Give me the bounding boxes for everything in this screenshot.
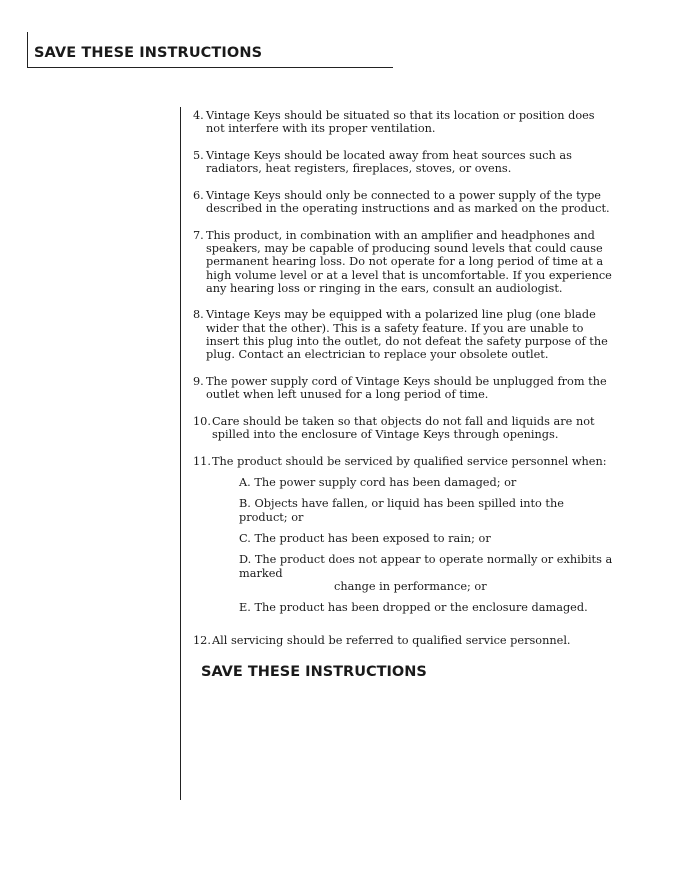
item-text: Vintage Keys may be equipped with a polarized line plug (one blade wider that the other). This is a safety feature. If you are unable to insert this plug into the outlet, do not defeat the safety purpose of the plug. Contact an electrician to replace your obsolete outlet. <box>206 308 608 362</box>
instruction-item-5 <box>193 149 613 176</box>
instruction-item-11 <box>193 455 613 615</box>
sub-letter: A. <box>239 476 251 490</box>
sub-text: The product has been exposed to rain; or <box>254 531 491 545</box>
item-text: This product, in combination with an amplifier and headphones and speakers, may be capable of producing sound levels that could cause permanent hearing loss. Do not operate for a long period of time at a high volume level or at a level that is uncomfortable. If you experience any hearing loss or ringing in the ears, consult an audiologist. <box>206 228 612 295</box>
item-text: Vintage Keys should be situated so that its location or position does not interfere with its proper ventilation. <box>206 109 595 136</box>
header-rule-vertical <box>27 32 28 68</box>
item-text: The product should be serviced by qualified service personnel when: <box>212 454 607 468</box>
instruction-item-4 <box>193 109 613 136</box>
header-rule-horizontal <box>27 67 393 68</box>
footer-title: SAVE THESE INSTRUCTIONS <box>201 663 427 680</box>
item-number: 7. <box>193 228 204 242</box>
item-text: The power supply cord of Vintage Keys should be unplugged from the outlet when left unused for a long period of time. <box>206 374 607 402</box>
item-number: 5. <box>193 148 204 162</box>
item-text: All servicing should be referred to qualified service personnel. <box>212 634 571 648</box>
item-number: 6. <box>193 188 204 202</box>
service-condition-e <box>239 601 613 614</box>
instruction-item-8 <box>193 308 613 361</box>
column-rule <box>180 107 181 800</box>
service-condition-a <box>239 476 613 489</box>
item-text: Vintage Keys should only be connected to a power supply of the type described in the operating instructions and as marked on the product. <box>206 188 610 216</box>
item-text: Vintage Keys should be located away from heat sources such as radiators, heat registers, fireplaces, stoves, or ovens. <box>206 148 572 176</box>
header-title: SAVE THESE INSTRUCTIONS <box>34 45 263 61</box>
item-number: 4. <box>193 109 204 122</box>
sub-letter: E. <box>239 601 251 615</box>
item-number: 9. <box>193 374 204 388</box>
item-text: Care should be taken so that objects do not fall and liquids are not spilled into the enclosure of Vintage Keys through openings. <box>212 414 595 442</box>
service-condition-d <box>239 553 613 593</box>
sub-text: The power supply cord has been damaged; or <box>254 476 517 490</box>
sub-letter: D. <box>239 553 252 567</box>
instruction-item-7 <box>193 229 613 295</box>
instruction-item-12 <box>193 634 613 647</box>
sub-text-continued: change in performance; or <box>334 579 487 593</box>
instruction-item-6 <box>193 189 613 216</box>
instruction-item-9 <box>193 375 613 402</box>
item-number: 11. <box>193 454 211 468</box>
service-conditions-list <box>239 476 613 614</box>
service-condition-b <box>239 497 613 524</box>
sub-letter: B. <box>239 497 251 511</box>
instructions-list <box>193 109 613 679</box>
sub-text: The product does not appear to operate normally or exhibits a marked <box>239 553 613 580</box>
item-number: 12. <box>193 634 211 648</box>
instruction-item-10 <box>193 415 613 442</box>
sub-text: The product has been dropped or the enclosure damaged. <box>254 601 588 615</box>
sub-text: Objects have fallen, or liquid has been spilled into the product; or <box>239 497 564 524</box>
sub-letter: C. <box>239 531 251 545</box>
item-number: 8. <box>193 308 204 322</box>
item-number: 10. <box>193 414 211 428</box>
service-condition-c <box>239 532 613 545</box>
